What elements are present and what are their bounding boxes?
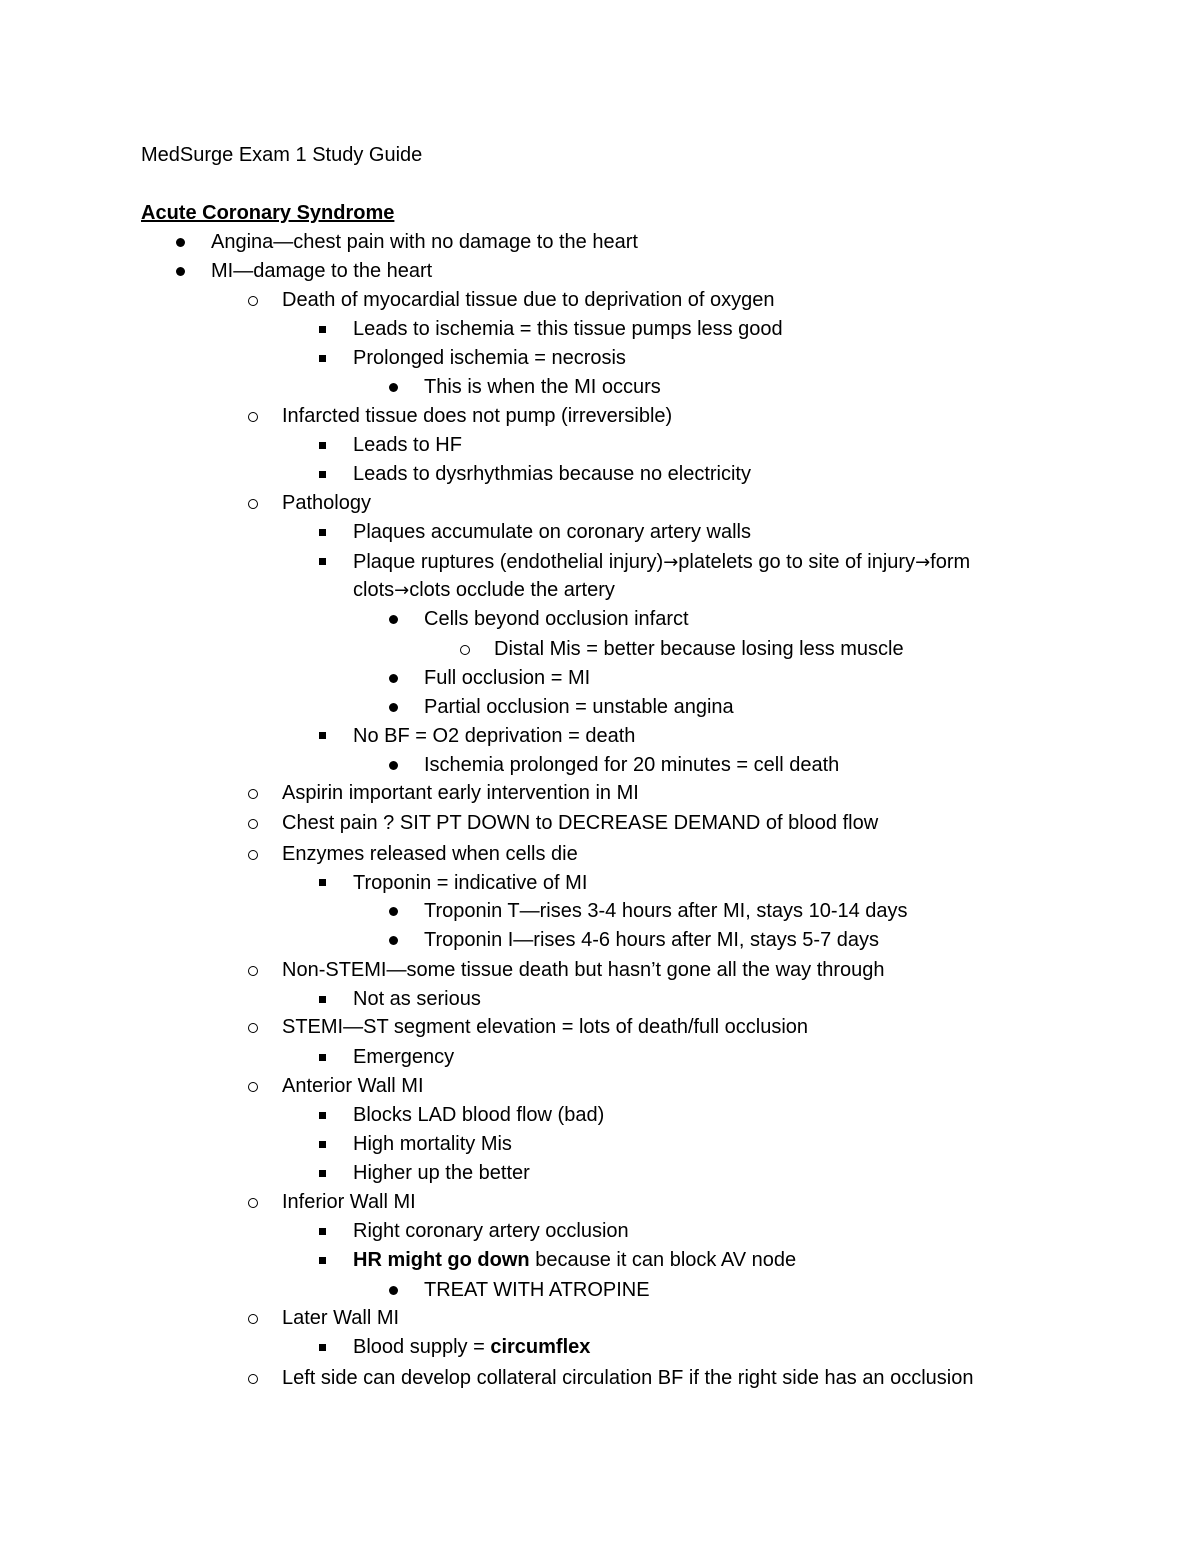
list-item: Chest pain ? SIT PT DOWN to DECREASE DEMAND of blood flow bbox=[282, 812, 879, 834]
bullet-square bbox=[319, 529, 326, 536]
list-item: Death of myocardial tissue due to deprivation of oxygen bbox=[282, 289, 775, 311]
bullet-circle bbox=[248, 1023, 258, 1033]
list-item: Angina—chest pain with no damage to the heart bbox=[211, 231, 638, 253]
bullet-disc bbox=[389, 907, 398, 916]
list-item: This is when the MI occurs bbox=[424, 376, 661, 398]
bullet-square bbox=[319, 732, 326, 739]
bullet-disc bbox=[389, 761, 398, 770]
list-item: Blocks LAD blood flow (bad) bbox=[353, 1104, 605, 1126]
bullet-circle bbox=[248, 1082, 258, 1092]
bullet-circle bbox=[248, 412, 258, 422]
bold-text: HR might go down bbox=[353, 1249, 530, 1271]
bullet-disc bbox=[389, 615, 398, 624]
list-item: TREAT WITH ATROPINE bbox=[424, 1279, 650, 1301]
right-arrow-icon: → bbox=[663, 552, 679, 573]
list-item: Non-STEMI—some tissue death but hasn’t gone all the way through bbox=[282, 959, 885, 981]
plain-text: Blood supply = bbox=[353, 1336, 491, 1358]
section-heading: Acute Coronary Syndrome bbox=[141, 202, 395, 224]
bullet-square bbox=[319, 355, 326, 362]
bullet-circle bbox=[248, 1374, 258, 1384]
plaque-text-3: form bbox=[930, 551, 971, 573]
bullet-disc bbox=[389, 383, 398, 392]
bullet-square bbox=[319, 996, 326, 1003]
bullet-square bbox=[319, 326, 326, 333]
bullet-square bbox=[319, 558, 326, 565]
list-item: STEMI—ST segment elevation = lots of death/full occlusion bbox=[282, 1016, 809, 1038]
list-item: Troponin I—rises 4-6 hours after MI, stays 5-7 days bbox=[424, 929, 879, 951]
bullet-square bbox=[319, 1170, 326, 1177]
bullet-square bbox=[319, 1257, 326, 1264]
bullet-disc bbox=[389, 936, 398, 945]
bullet-square bbox=[319, 1141, 326, 1148]
bullet-circle bbox=[248, 966, 258, 976]
bullet-circle bbox=[248, 789, 258, 799]
list-item: Cells beyond occlusion infarct bbox=[424, 608, 689, 630]
list-item: Inferior Wall MI bbox=[282, 1191, 416, 1213]
bullet-circle bbox=[248, 850, 258, 860]
bullet-square bbox=[319, 879, 326, 886]
list-item: Plaques accumulate on coronary artery walls bbox=[353, 521, 751, 543]
list-item: High mortality Mis bbox=[353, 1133, 512, 1155]
list-item-continuation bbox=[353, 576, 615, 605]
list-item: Troponin T—rises 3-4 hours after MI, stays 10-14 days bbox=[424, 900, 908, 922]
bullet-disc bbox=[176, 267, 185, 276]
bullet-circle bbox=[248, 296, 258, 306]
right-arrow-icon: → bbox=[394, 580, 410, 601]
list-item: Partial occlusion = unstable angina bbox=[424, 696, 734, 718]
bullet-circle bbox=[248, 819, 258, 829]
list-item: Infarcted tissue does not pump (irreversible) bbox=[282, 405, 673, 427]
bullet-square bbox=[319, 442, 326, 449]
list-item: MI—damage to the heart bbox=[211, 260, 433, 282]
bullet-square bbox=[319, 471, 326, 478]
list-item: Leads to ischemia = this tissue pumps less good bbox=[353, 318, 783, 340]
list-item: Right coronary artery occlusion bbox=[353, 1220, 629, 1242]
bullet-square bbox=[319, 1112, 326, 1119]
list-item: Enzymes released when cells die bbox=[282, 843, 578, 865]
list-item: Ischemia prolonged for 20 minutes = cell death bbox=[424, 754, 840, 776]
list-item: Higher up the better bbox=[353, 1162, 530, 1184]
plaque-text-4: clots bbox=[353, 579, 395, 601]
list-item: Aspirin important early intervention in MI bbox=[282, 782, 639, 804]
bullet-disc bbox=[176, 238, 185, 247]
bullet-circle bbox=[248, 1314, 258, 1324]
list-item: Pathology bbox=[282, 492, 371, 514]
bullet-circle bbox=[248, 1198, 258, 1208]
bullet-square bbox=[319, 1054, 326, 1061]
list-item: Not as serious bbox=[353, 988, 481, 1010]
bullet-disc bbox=[389, 674, 398, 683]
bullet-square bbox=[319, 1228, 326, 1235]
list-item bbox=[353, 1246, 796, 1275]
list-item: Full occlusion = MI bbox=[424, 667, 591, 689]
bullet-disc bbox=[389, 703, 398, 712]
right-arrow-icon: → bbox=[915, 552, 931, 573]
list-item: Leads to HF bbox=[353, 434, 462, 456]
list-item: Troponin = indicative of MI bbox=[353, 872, 588, 894]
list-item: Prolonged ischemia = necrosis bbox=[353, 347, 626, 369]
list-item: Emergency bbox=[353, 1046, 455, 1068]
bullet-square bbox=[319, 1344, 326, 1351]
plaque-text-2: platelets go to site of injury bbox=[678, 551, 916, 573]
plaque-text-1: Plaque ruptures (endothelial injury) bbox=[353, 551, 664, 573]
bullet-circle bbox=[248, 499, 258, 509]
list-item: Distal Mis = better because losing less muscle bbox=[494, 638, 904, 660]
list-item: No BF = O2 deprivation = death bbox=[353, 725, 636, 747]
list-item bbox=[353, 548, 970, 577]
list-item: Anterior Wall MI bbox=[282, 1075, 424, 1097]
plain-text: because it can block AV node bbox=[529, 1249, 797, 1271]
list-item: Later Wall MI bbox=[282, 1307, 400, 1329]
list-item bbox=[353, 1333, 590, 1362]
bullet-disc bbox=[389, 1286, 398, 1295]
list-item: Leads to dysrhythmias because no electricity bbox=[353, 463, 751, 485]
list-item: Left side can develop collateral circulation BF if the right side has an occlusion bbox=[282, 1367, 974, 1389]
bold-text: circumflex bbox=[490, 1336, 591, 1358]
document-title: MedSurge Exam 1 Study Guide bbox=[141, 144, 423, 166]
bullet-circle bbox=[460, 645, 470, 655]
plaque-text-5: clots occlude the artery bbox=[409, 579, 615, 601]
